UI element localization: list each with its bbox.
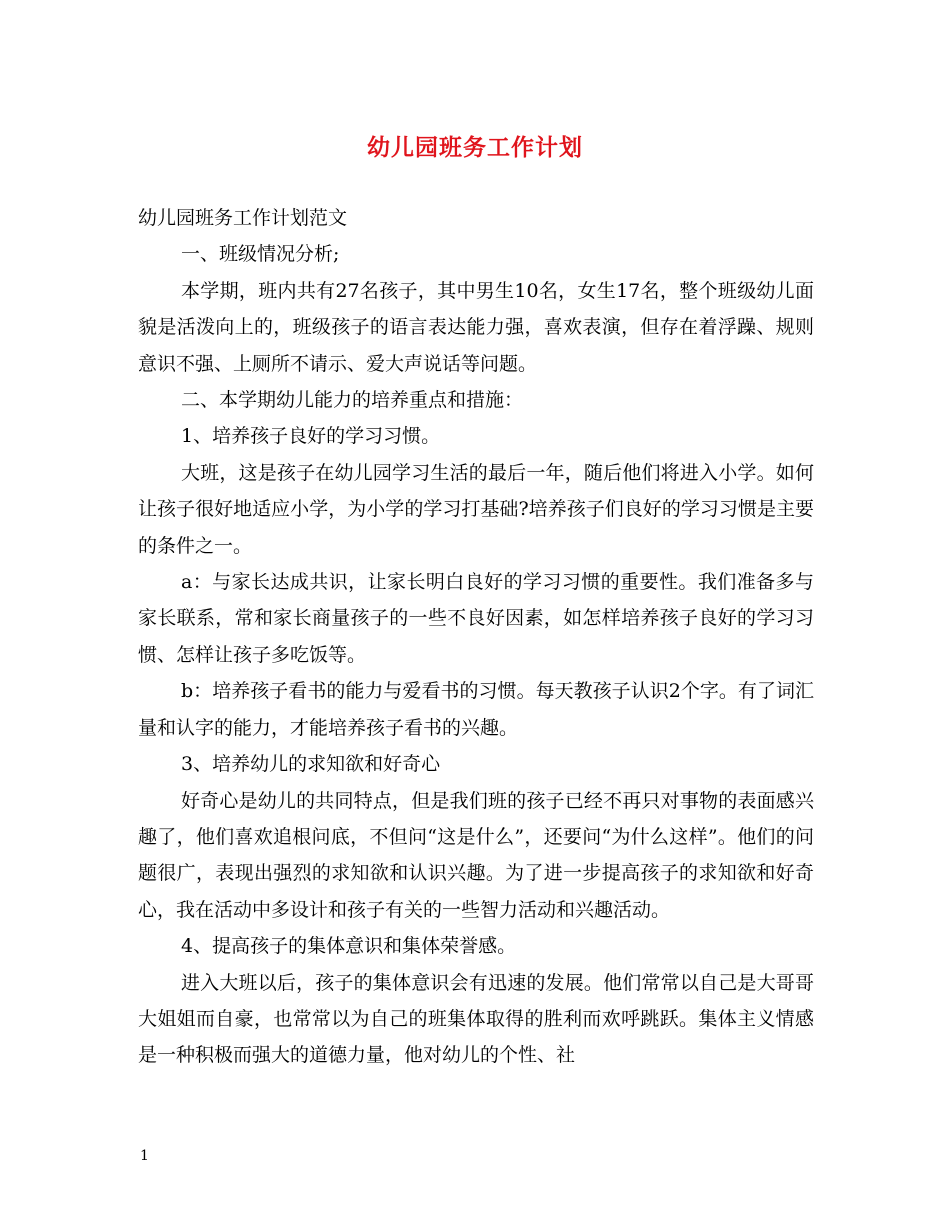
subheading-collective: 4、提高孩子的集体意识和集体荣誉感。 (181, 935, 517, 958)
paragraph-collective: 进入大班以后，孩子的集体意识会有迅速的发展。他们常常以自己是大哥哥大姐姐而自豪，也常常以为自己的班集体取得的胜利而欢呼跳跃。集体主义情感是一种积极而强大的道德力量，他对幼儿的个性、社 (138, 971, 814, 1067)
paragraph-item-a: a：与家长达成共识，让家长明白良好的学习习惯的重要性。我们准备多与家长联系，常和家长商量孩子的一些不良好因素，如怎样培养孩子良好的学习习惯、怎样让孩子多吃饭等。 (138, 571, 814, 666)
document-title: 幼儿园班务工作计划 (367, 134, 583, 161)
section-heading-1: 一、班级情况分析; (181, 243, 340, 266)
paragraph-class-analysis: 本学期，班内共有27名孩子，其中男生10名，女生17名，整个班级幼儿面貌是活泼向上的，班级孩子的语言表达能力强，喜欢表演，但存在着浮躁、规则意识不强、上厕所不请示、爱大声说话等问题。 (138, 279, 814, 375)
document-body (138, 200, 814, 1074)
subheading-curiosity: 3、培养幼儿的求知欲和好奇心 (181, 753, 441, 776)
paragraph-item-b: b：培养孩子看书的能力与爱看书的习惯。每天教孩子认识2个字。有了词汇量和认字的能力，才能培养孩子看书的兴趣。 (138, 680, 814, 739)
paragraph-study-habits: 大班，这是孩子在幼儿园学习生活的最后一年，随后他们将进入小学。如何让孩子很好地适应小学，为小学的学习打基础?培养孩子们良好的学习习惯是主要的条件之一。 (138, 461, 814, 557)
section-heading-2: 二、本学期幼儿能力的培养重点和措施： (181, 389, 524, 412)
subheading-study-habits: 1、培养孩子良好的学习习惯。 (181, 425, 441, 448)
subtitle-paragraph: 幼儿园班务工作计划范文 (138, 207, 348, 229)
page-number: 1 (140, 1148, 149, 1164)
paragraph-curiosity: 好奇心是幼儿的共同特点，但是我们班的孩子已经不再只对事物的表面感兴趣了，他们喜欢追根问底，不但问“这是什么”，还要问“为什么这样”。他们的问题很广，表现出强烈的求知欲和认识兴趣。为了进一步提高孩子的求知欲和好奇心，我在活动中多设计和孩子有关的一些智力活动和兴趣活动。 (138, 789, 814, 921)
